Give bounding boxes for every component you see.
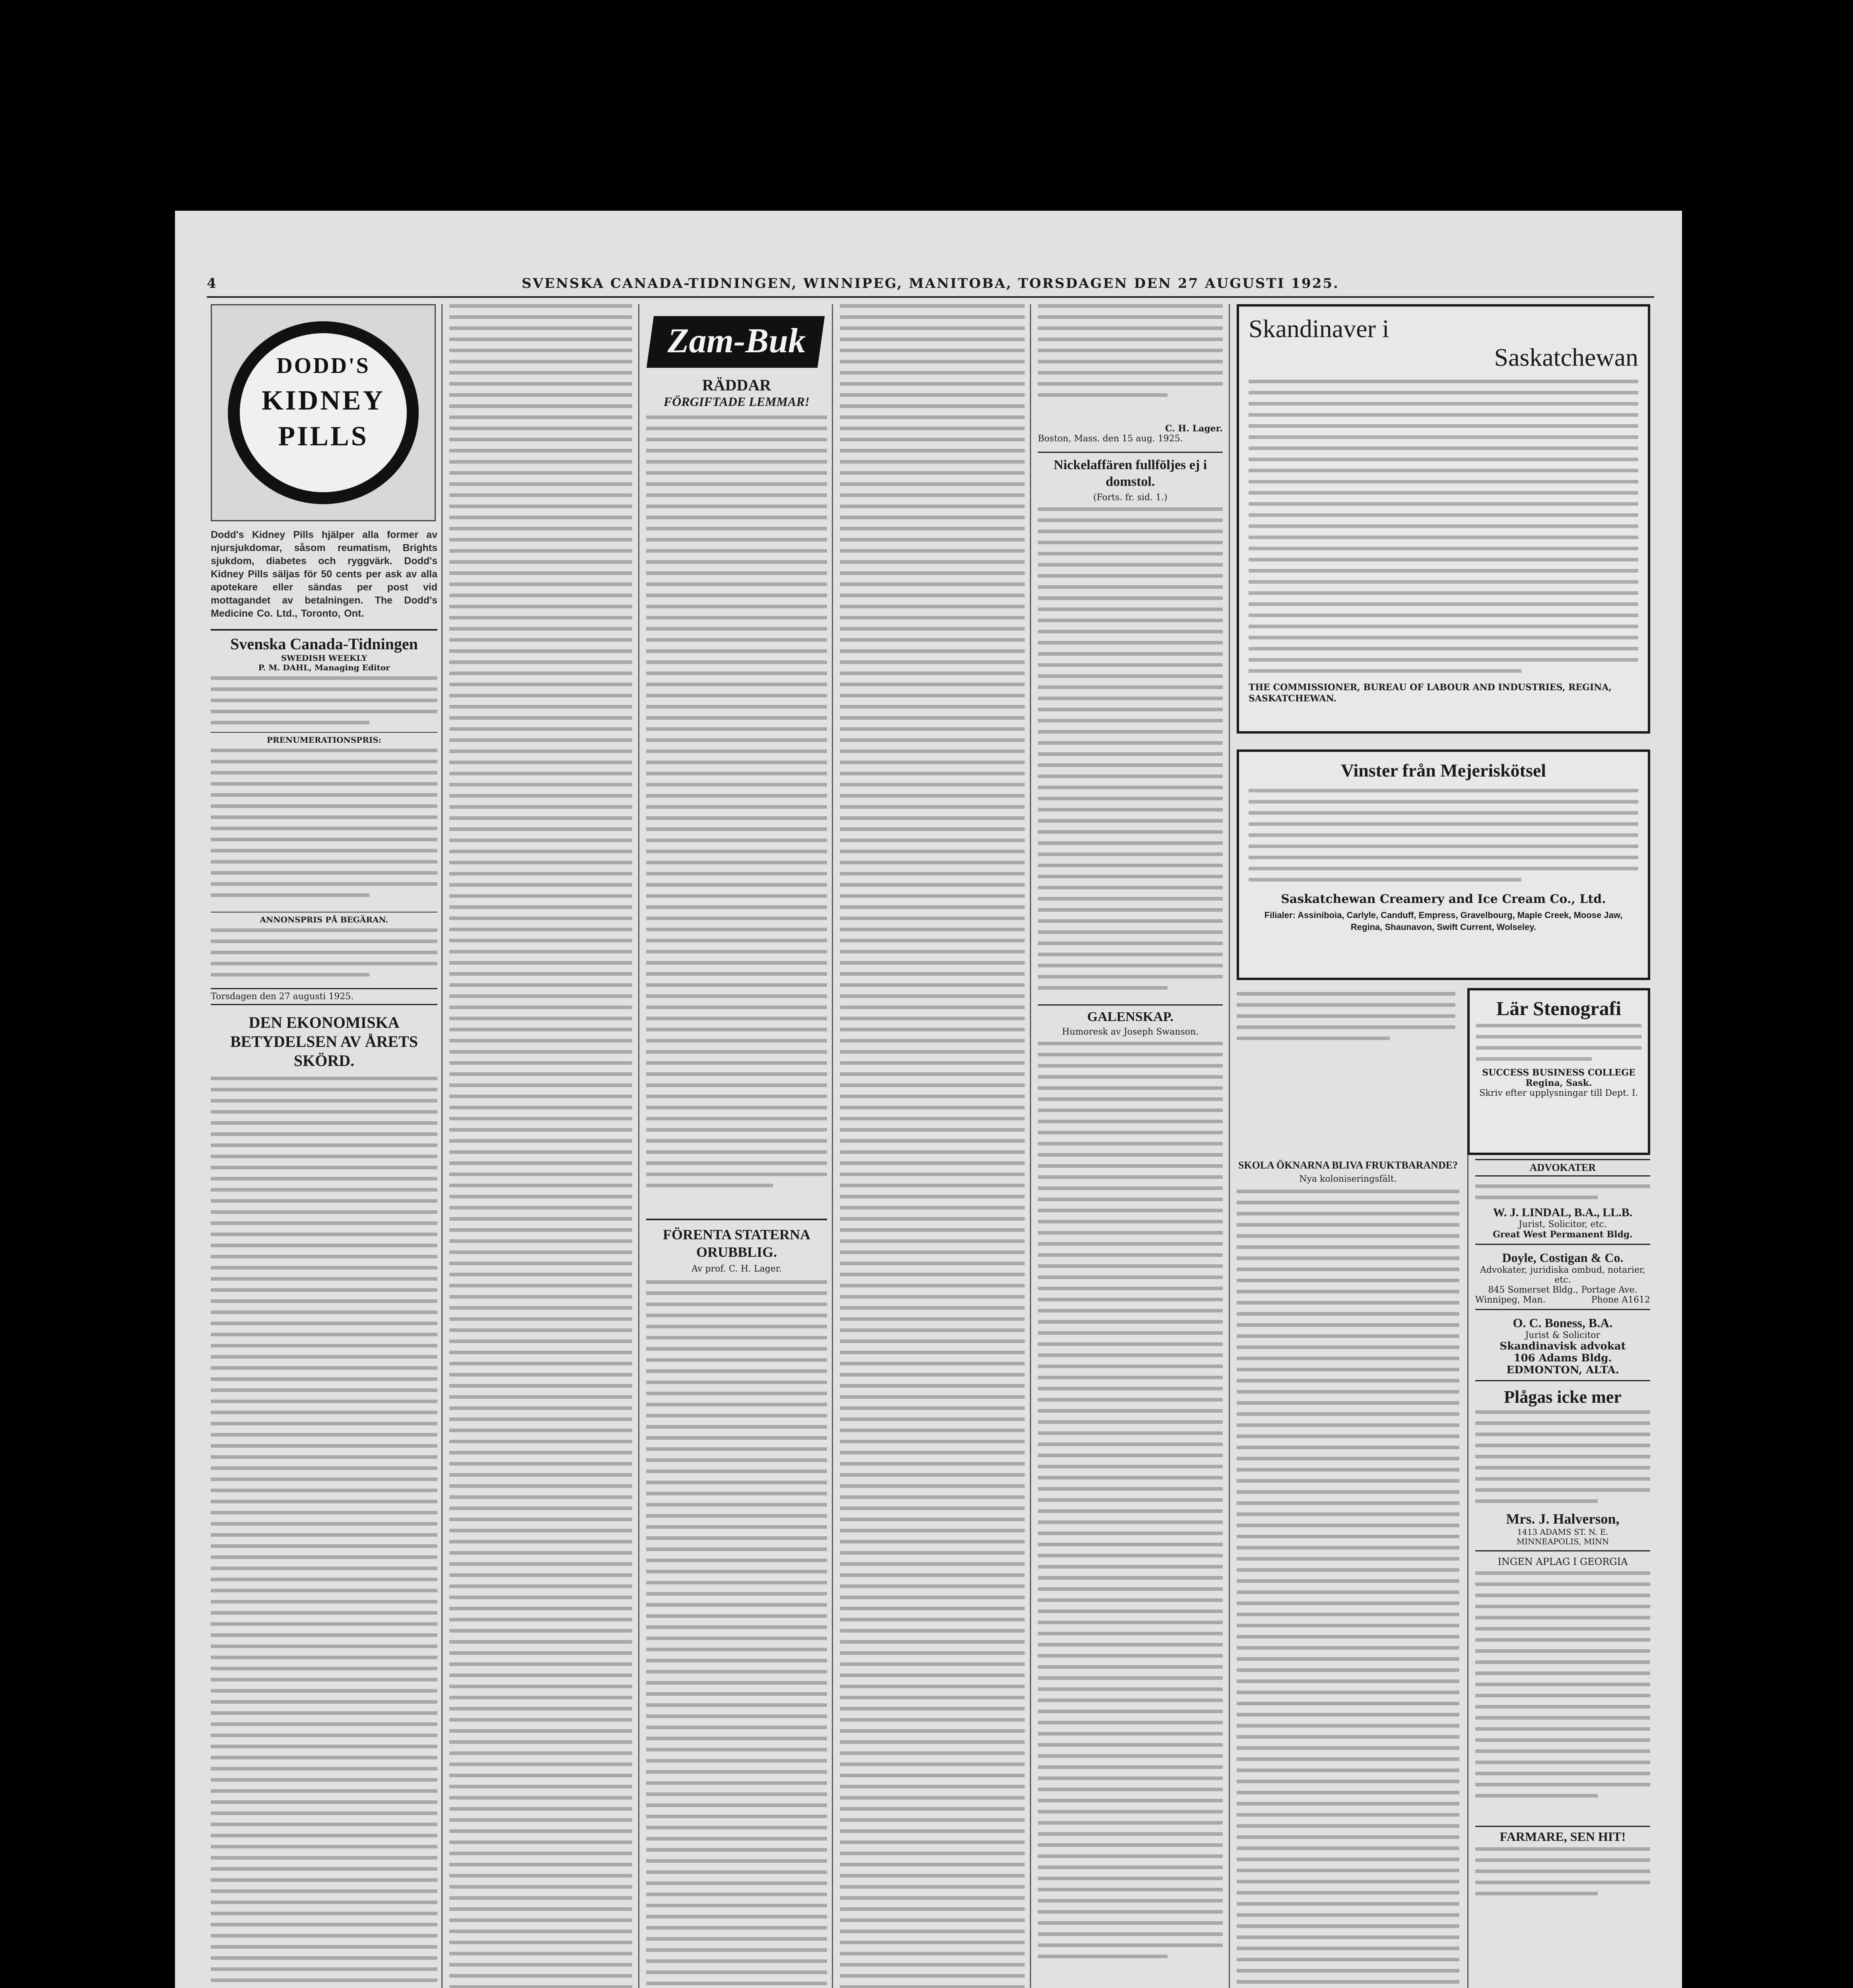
- stenografi-city: Regina, Sask.: [1525, 1078, 1592, 1088]
- galenskap-headline: GALENSKAP.: [1038, 1004, 1223, 1025]
- filler-text: [211, 745, 437, 912]
- masthead-editor: P. M. DAHL, Managing Editor: [258, 663, 390, 672]
- filler-text: [449, 304, 632, 1988]
- filler-text: [1475, 1847, 1650, 1907]
- right-ads: [1475, 1159, 1650, 1907]
- masthead-line: SVENSKA CANADA-TIDNINGEN, WINNIPEG, MANITOBA, TORSDAGEN DEN 27 AUGUSTI 1925.: [522, 276, 1339, 291]
- stenografi-ad: [1467, 988, 1650, 1155]
- skola-subheadline: Nya koloniseringsfält.: [1299, 1174, 1397, 1184]
- doyle-contact: [1475, 1295, 1650, 1305]
- stenografi-title: Lär Stenografi: [1496, 997, 1622, 1019]
- nickel-headline: Nickelaffären fullföljes ej i domstol.: [1038, 452, 1223, 490]
- mejeri-branches: Filialer: Assiniboia, Carlyle, Canduff, Empress, Gravelbourg, Maple Creek, Moose Jaw, Regina, Shaunavon, Swift Current, Wolseley.: [1264, 910, 1623, 932]
- page-header: [207, 272, 1654, 298]
- galenskap-byline: Humoresk av Joseph Swanson.: [1062, 1027, 1199, 1037]
- lindal-ad: [1475, 1182, 1650, 1245]
- article-2-headline: FÖRENTA STATERNA ORUBBLIG.: [662, 1227, 811, 1260]
- filler-text: [1038, 304, 1223, 423]
- filler-text: [1237, 1190, 1459, 1988]
- filler-text: [1475, 1571, 1650, 1826]
- boness-city: EDMONTON, ALTA.: [1506, 1364, 1619, 1376]
- halverson-city: MINNEAPOLIS, MINN: [1516, 1537, 1609, 1546]
- skola-headline: SKOLA ÖKNARNA BLIVA FRUKTBARANDE?: [1238, 1159, 1458, 1171]
- column-rule: [832, 304, 833, 1988]
- column-2: [449, 304, 632, 1988]
- boness-address: 106 Adams Bldg.: [1513, 1352, 1612, 1364]
- skola-article: [1237, 1159, 1459, 1988]
- boness-title: Jurist & Solicitor: [1525, 1330, 1600, 1340]
- plagas-ad: [1475, 1387, 1650, 1551]
- mejeri-company: Saskatchewan Creamery and Ice Cream Co., Ltd.: [1281, 892, 1606, 906]
- mejeri-title: Vinster från Mejeriskötsel: [1340, 760, 1546, 780]
- newspaper-page: [175, 211, 1682, 1988]
- column-5: [1038, 304, 1223, 1988]
- halverson-address: 1413 ADAMS ST. N. E.: [1517, 1527, 1608, 1537]
- stenografi-row: [1237, 988, 1658, 1159]
- dodds-ad-caption: Dodd's Kidney Pills hjälper alla former av njursjukdomar, såsom reumatism, Brights sjukdom, diabetes och ryggvärk. Dodd's Kidney Pills säljas för 50 cents per ask av alla apotekare eller sändas per post vid mottagandet av betalningen. The Dodd's Medicine Co. Ltd., Toronto, Ont.: [211, 529, 437, 619]
- column-1: [211, 304, 437, 1988]
- filler-text: [1249, 789, 1638, 888]
- column-rule: [1030, 304, 1031, 1988]
- boness-sub: Skandinavisk advokat: [1499, 1340, 1626, 1352]
- continuation-note: (Forts. fr. sid. 1.): [1093, 493, 1167, 503]
- stenografi-sign: Skriv efter upplysningar till Dept. I.: [1479, 1088, 1638, 1098]
- masthead-box: [211, 629, 437, 1005]
- farmare-headline: FARMARE, SEN HIT!: [1475, 1826, 1650, 1844]
- masthead-title: Svenska Canada-Tidningen: [230, 635, 418, 653]
- doyle-phone: Phone A1612: [1591, 1295, 1650, 1305]
- boness-name: O. C. Boness, B.A.: [1513, 1316, 1613, 1330]
- dodds-logo-line-2: KIDNEY: [261, 385, 385, 416]
- stenografi-school: SUCCESS BUSINESS COLLEGE: [1482, 1068, 1635, 1078]
- mejeri-ad: [1237, 749, 1650, 980]
- boness-ad: [1475, 1316, 1650, 1381]
- filler-text: [1038, 507, 1223, 1004]
- page-number: 4: [207, 276, 218, 291]
- column-6: [1237, 304, 1658, 1988]
- dodds-logo-line-1: DODD'S: [276, 353, 370, 378]
- issue-date: Torsdagen den 27 augusti 1925.: [211, 988, 437, 1005]
- filler-text: [1475, 1182, 1650, 1206]
- masthead-subtitle: SWEDISH WEEKLY: [281, 653, 367, 663]
- column-rule: [1229, 304, 1230, 1988]
- filler-text: [646, 415, 827, 1219]
- doyle-address: 845 Somerset Bldg., Portage Ave.: [1488, 1285, 1637, 1295]
- zambuk-logo: [646, 312, 827, 372]
- doyle-city: Winnipeg, Man.: [1475, 1295, 1546, 1305]
- filler-text: [1237, 988, 1455, 1155]
- article-headline: DEN EKONOMISKA BETYDELSEN AV ÅRETS SKÖRD.: [230, 1013, 418, 1070]
- zambuk-line-2: FÖRGIFTADE LEMMAR!: [663, 394, 810, 409]
- zambuk-brand: Zam-Buk: [667, 322, 806, 360]
- lindal-name: W. J. LINDAL, B.A., LL.B.: [1493, 1206, 1633, 1219]
- ingen-aplag-headline: INGEN APLAG I GEORGIA: [1498, 1556, 1628, 1567]
- lindal-address: Great West Permanent Bldg.: [1493, 1229, 1633, 1240]
- article-2-byline: Av prof. C. H. Lager.: [691, 1264, 782, 1274]
- filler-text: [840, 304, 1025, 1988]
- filler-text: [1475, 1407, 1650, 1510]
- dateline: Boston, Mass. den 15 aug. 1925.: [1038, 434, 1183, 444]
- article-body: [211, 1077, 437, 1988]
- article-2-header: [646, 1219, 827, 1274]
- filler-text: [211, 672, 437, 732]
- doyle-title: Advokater, juridiska ombud, notarier, etc.: [1480, 1265, 1645, 1285]
- dodds-logo-line-3: PILLS: [278, 421, 369, 452]
- signature: C. H. Lager.: [1165, 423, 1223, 434]
- column-3: [646, 304, 827, 1988]
- column-rule: [638, 304, 639, 1988]
- advokater-heading: ADVOKATER: [1475, 1159, 1650, 1176]
- skandinaver-ad: [1237, 304, 1650, 734]
- skandinaver-title-1: Skandinaver i: [1249, 315, 1389, 343]
- dodds-pill-box-image: [211, 304, 436, 521]
- filler-text: [1476, 1024, 1641, 1068]
- doyle-name: Doyle, Costigan & Co.: [1502, 1250, 1624, 1265]
- filler-text: [211, 924, 437, 988]
- filler-text: [646, 1280, 827, 1988]
- filler-text: [1038, 1042, 1223, 1988]
- zambuk-line-1: RÄDDAR: [702, 376, 771, 394]
- halverson-name: Mrs. J. Halverson,: [1506, 1511, 1620, 1527]
- subscription-heading: PRENUMERATIONSPRIS:: [211, 732, 437, 745]
- plagas-title: Plågas icke mer: [1504, 1387, 1622, 1407]
- column-4: [840, 304, 1025, 1988]
- ad-rate-heading: ANNONSPRIS PÅ BEGÄRAN.: [211, 912, 437, 924]
- skandinaver-title-2: Saskatchewan: [1494, 343, 1638, 371]
- column-rule: [441, 304, 443, 1988]
- filler-text: [1249, 380, 1638, 682]
- bottom-area: [1237, 1159, 1658, 1988]
- skandinaver-footer: THE COMMISSIONER, BUREAU OF LABOUR AND INDUSTRIES, REGINA, SASKATCHEWAN.: [1249, 682, 1612, 704]
- doyle-ad: [1475, 1250, 1650, 1310]
- lindal-title: Jurist, Solicitor, etc.: [1519, 1219, 1607, 1229]
